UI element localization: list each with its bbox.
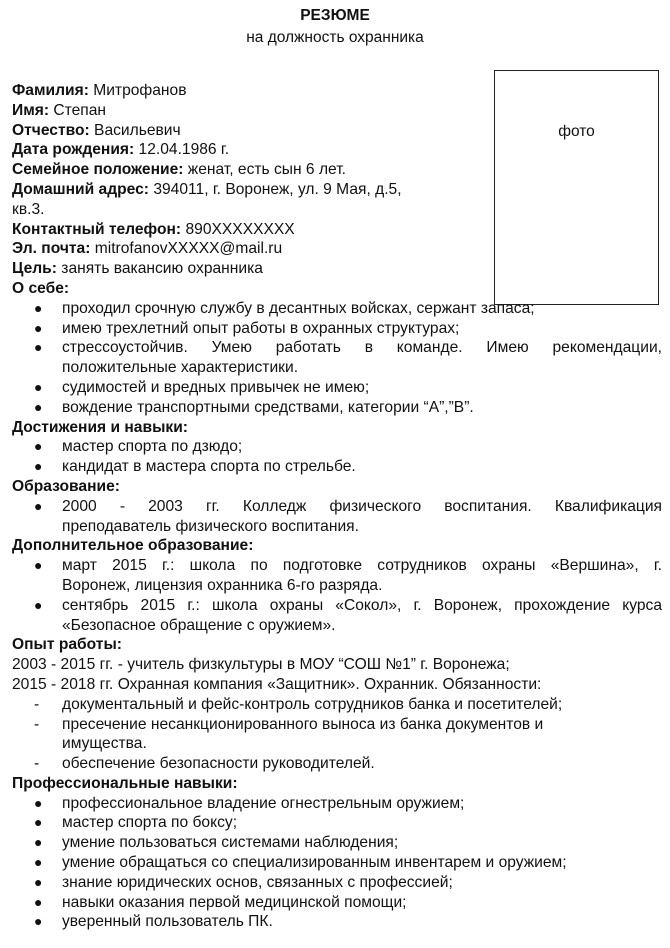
goal-row xyxy=(12,259,662,279)
bullet-marker: ● xyxy=(34,438,43,455)
achievements-list xyxy=(12,437,662,477)
list-item: ● стрессоустойчив. Умею работать в команде. Имею рекомендации, положительные характеристики. xyxy=(34,339,662,377)
bullet-marker: ● xyxy=(34,814,43,831)
bullet-marker: ● xyxy=(34,339,43,356)
dash-marker: - xyxy=(34,695,40,713)
bullet-marker: ● xyxy=(34,834,43,851)
education-heading: Образование: xyxy=(12,477,120,495)
list-item: ● умение обращаться со специализированным инвентарем и оружием; xyxy=(34,854,567,872)
list-item: ● навыки оказания первой медицинской помощи; xyxy=(34,893,407,911)
goal-label: Цель: xyxy=(12,260,57,278)
email-label: Эл. почта: xyxy=(12,240,91,258)
birth-value: 12.04.1986 г. xyxy=(138,141,230,159)
dash-marker: - xyxy=(34,715,40,733)
skills-list xyxy=(12,794,662,933)
experience-heading: Опыт работы: xyxy=(12,636,122,654)
goal-value: занять вакансию охранника xyxy=(61,260,263,278)
experience-entry: 2003 - 2015 гг. - учитель физкультуры в МОУ “СОШ №1” г. Воронежа; xyxy=(12,656,510,674)
name-label: Имя: xyxy=(12,101,50,119)
email-row xyxy=(12,239,662,259)
list-item: ● профессиональное владение огнестрельным оружием; xyxy=(34,794,465,812)
address-row-cont: кв.3. xyxy=(12,200,45,218)
list-item: ● проходил срочную службу в десантных войсках, сержант запаса; xyxy=(34,299,535,317)
family-row xyxy=(12,160,662,180)
phone-row xyxy=(12,220,662,240)
list-item: ● уверенный пользователь ПК. xyxy=(34,913,273,931)
phone-label: Контактный телефон: xyxy=(12,220,182,238)
name-row xyxy=(12,101,662,121)
surname-label: Фамилия: xyxy=(12,82,89,99)
surname-row xyxy=(12,81,662,101)
education-list xyxy=(12,497,662,537)
list-item: - пресечение несанкционированного выноса из банка документов и имущества. xyxy=(34,715,544,753)
address-row xyxy=(12,180,662,200)
list-item: - документальный и фейс-контроль сотрудников банка и посетителей; xyxy=(34,695,563,713)
list-item: ● кандидат в мастера спорта по стрельбе. xyxy=(34,458,356,476)
surname-value: Митрофанов xyxy=(93,82,187,99)
email-value: mitrofanovXXXXX@mail.ru xyxy=(94,240,283,258)
list-item: ● знание юридических основ, связанных с профессией; xyxy=(34,873,453,891)
patronymic-row xyxy=(12,121,662,141)
dash-marker: - xyxy=(34,755,40,773)
resume-title: РЕЗЮМЕ xyxy=(300,7,370,24)
birth-label: Дата рождения: xyxy=(12,141,135,159)
duties-list xyxy=(12,695,662,774)
patronymic-label: Отчество: xyxy=(12,121,90,139)
list-item: - обеспечение безопасности руководителей. xyxy=(34,755,375,773)
additional-education-heading: Дополнительное образование: xyxy=(12,537,254,555)
family-label: Семейное положение: xyxy=(12,161,184,179)
list-item: ● судимостей и вредных привычек не имею; xyxy=(34,378,370,396)
family-value: женат, есть сын 6 лет. xyxy=(187,161,346,179)
bullet-marker: ● xyxy=(34,873,43,890)
list-item: ● вождение транспортными средствами, категории “А”,”В”. xyxy=(34,398,474,416)
resume-body xyxy=(12,81,662,932)
about-list xyxy=(12,299,662,418)
bullet-marker: ● xyxy=(34,893,43,910)
birth-row xyxy=(12,140,662,160)
bullet-marker: ● xyxy=(34,557,43,574)
list-item: ● 2000 - 2003 гг. Колледж физического воспитания. Квалификация преподаватель физического воспитания. xyxy=(34,497,662,535)
photo-label: фото xyxy=(558,123,595,140)
bullet-marker: ● xyxy=(34,299,43,316)
bullet-marker: ● xyxy=(34,319,43,336)
phone-value: 890XXXXXXXX xyxy=(185,220,295,238)
bullet-marker: ● xyxy=(34,794,43,811)
achievements-heading: Достижения и навыки: xyxy=(12,418,188,436)
name-value: Степан xyxy=(53,101,107,119)
bullet-marker: ● xyxy=(34,378,43,395)
additional-education-list xyxy=(12,556,662,635)
list-item: ● мастер спорта по дзюдо; xyxy=(34,438,243,456)
list-item: ● март 2015 г.: школа по подготовке сотрудников охраны «Вершина», г. Воронеж, лицензия охранника 6-го разряда. xyxy=(34,557,662,594)
bullet-marker: ● xyxy=(34,458,43,475)
bullet-marker: ● xyxy=(34,913,43,930)
experience-entry: 2015 - 2018 гг. Охранная компания «Защитник». Охранник. Обязанности: xyxy=(12,675,542,693)
list-item: ● имею трехлетний опыт работы в охранных структурах; xyxy=(34,319,460,337)
list-item: ● умение пользоваться системами наблюдения; xyxy=(34,834,399,852)
resume-subtitle: на должность охранника xyxy=(246,29,424,46)
about-heading: О себе: xyxy=(12,279,70,297)
skills-heading: Профессиональные навыки: xyxy=(12,774,238,792)
patronymic-value: Васильевич xyxy=(94,121,181,139)
address-label: Домашний адрес: xyxy=(12,180,149,198)
bullet-marker: ● xyxy=(34,497,43,514)
list-item: ● сентябрь 2015 г.: школа охраны «Сокол», г. Воронеж, прохождение курса «Безопасное обращение с оружием». xyxy=(34,596,662,634)
bullet-marker: ● xyxy=(34,596,43,613)
bullet-marker: ● xyxy=(34,398,43,415)
bullet-marker: ● xyxy=(34,854,43,871)
address-value: 394011, г. Воронеж, ул. 9 Мая, д.5, xyxy=(153,180,402,198)
list-item: ● мастер спорта по боксу; xyxy=(34,814,238,832)
